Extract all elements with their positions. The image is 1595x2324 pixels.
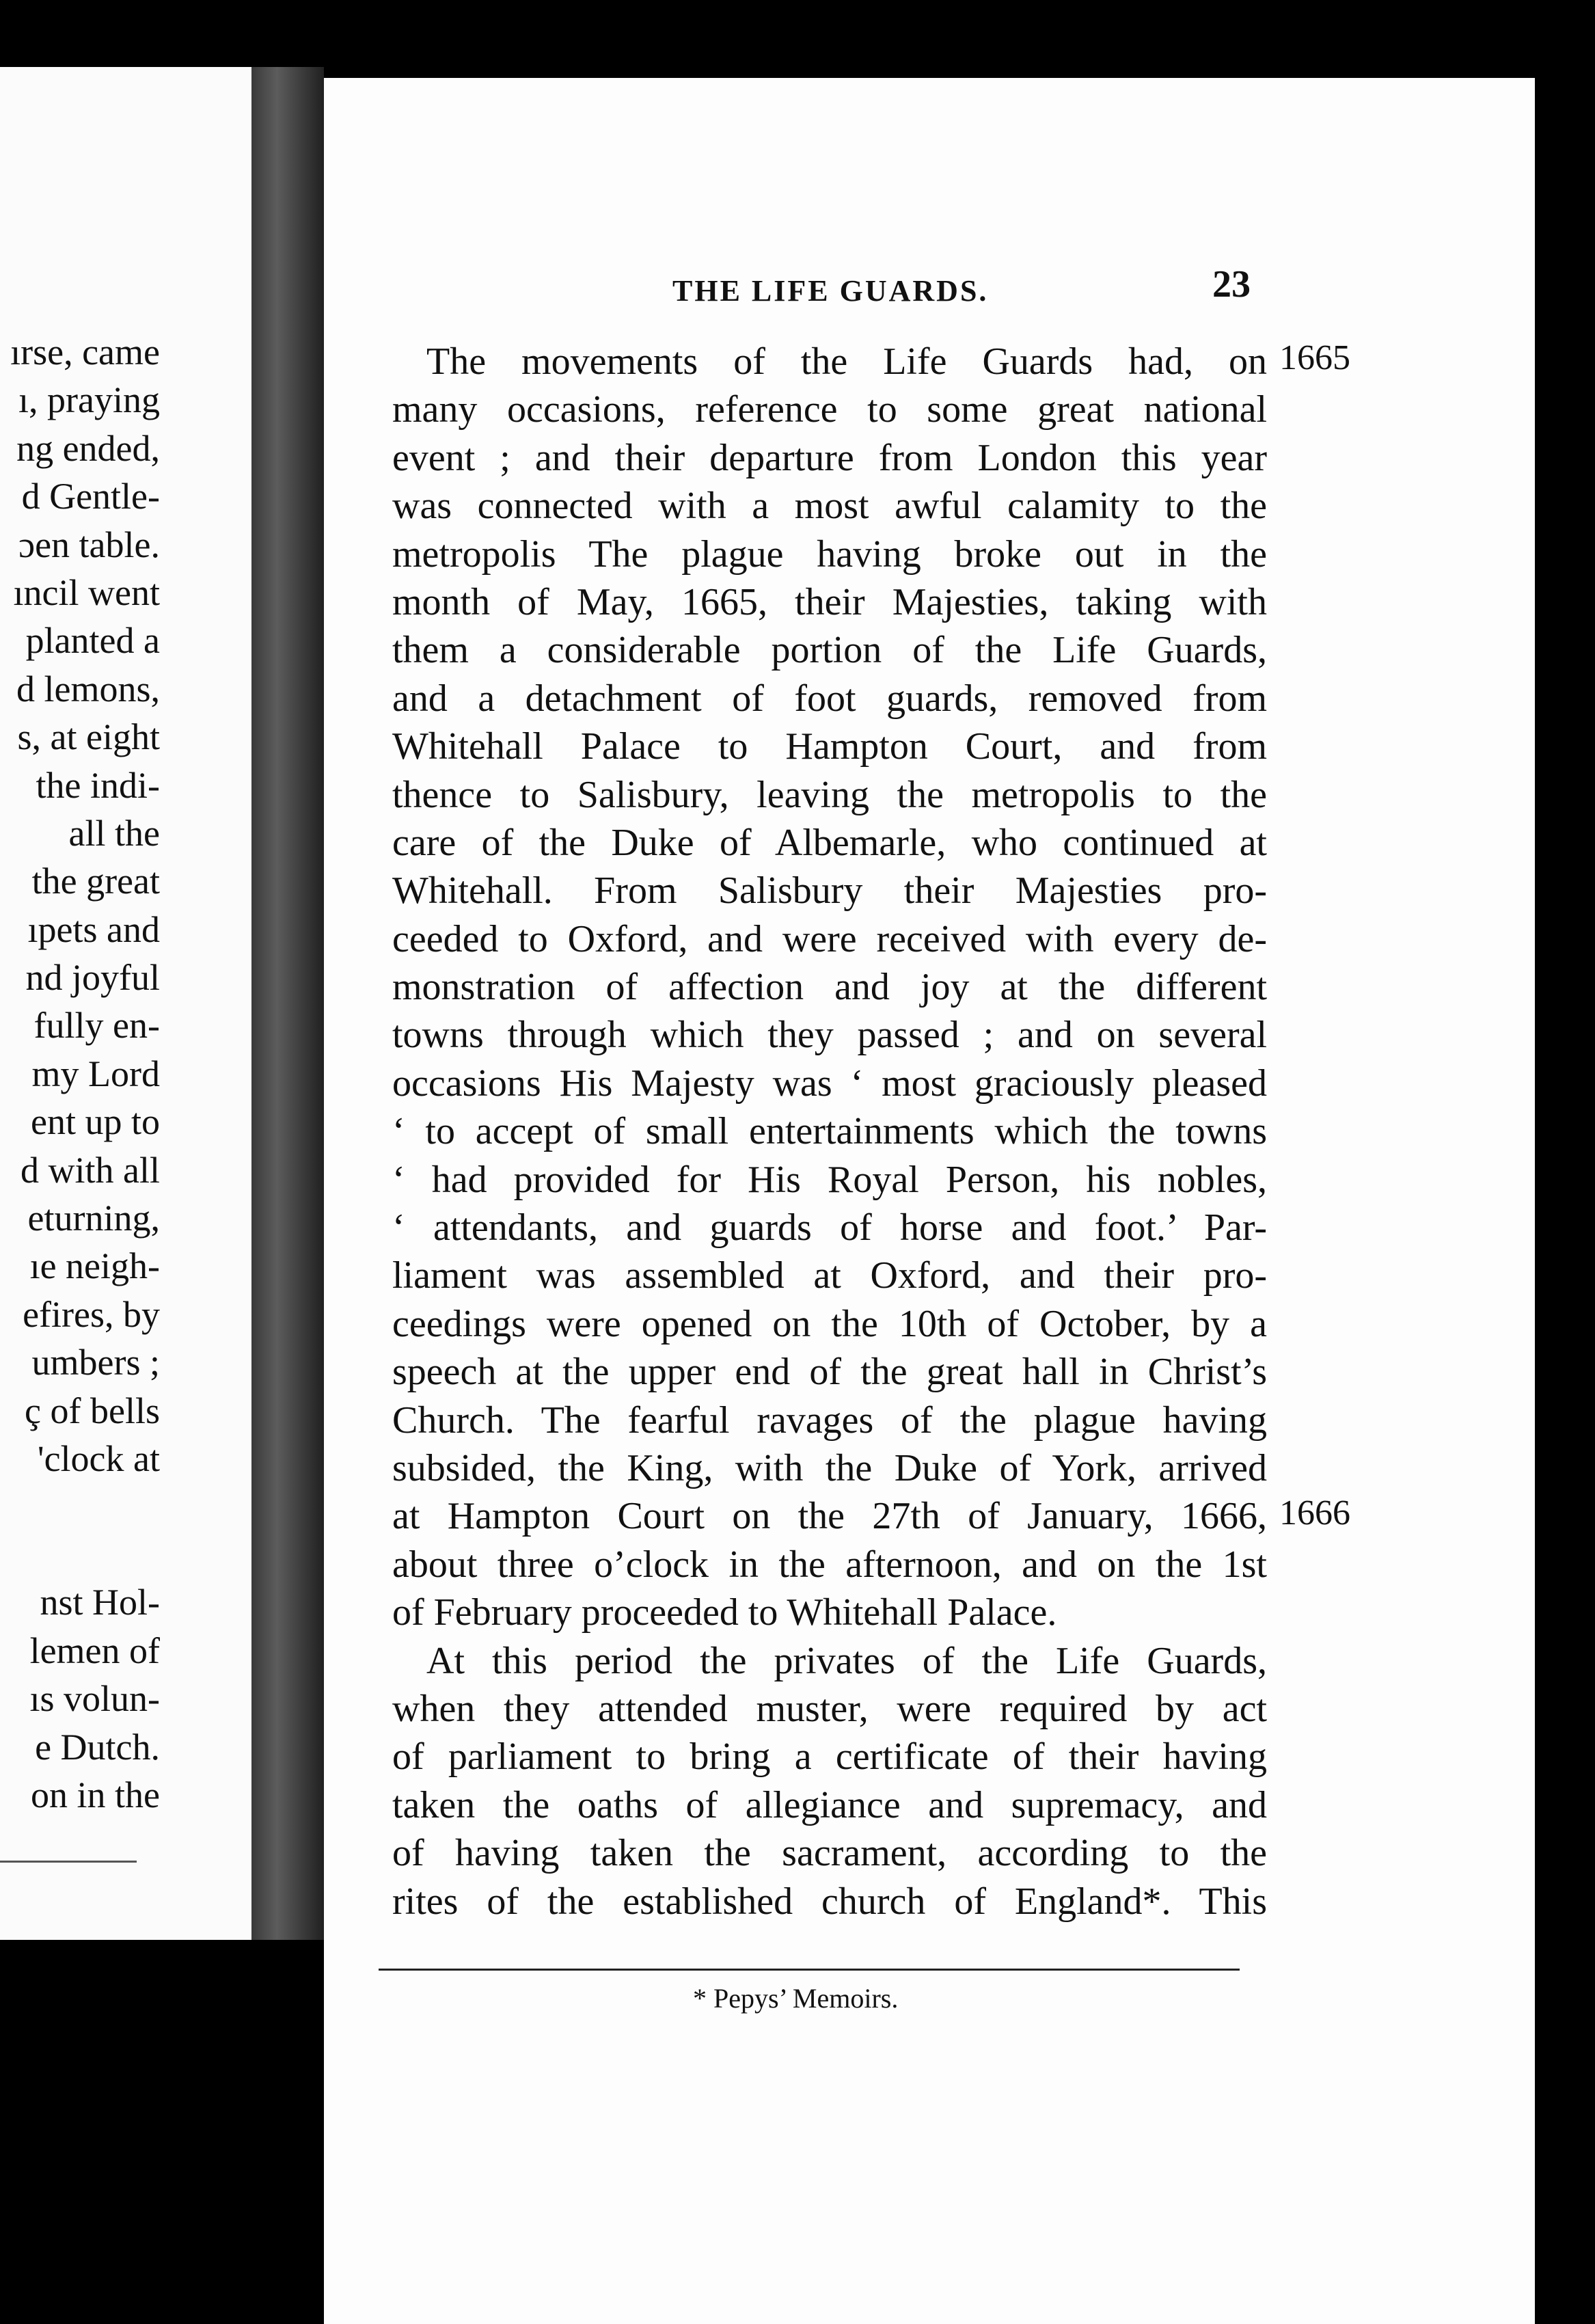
facing-line: ç of bells: [25, 1390, 160, 1431]
text-line: Whitehall. From Salisbury their Majesties pro-: [392, 869, 1267, 913]
margin-year-1665: 1665: [1279, 338, 1350, 377]
text-line: many occasions, reference to some great national: [392, 388, 1267, 431]
text-line: of having taken the sacrament, according to the: [392, 1832, 1267, 1875]
running-head: THE LIFE GUARDS.: [672, 274, 989, 308]
facing-footnote-rule: [0, 1861, 137, 1863]
text-line: of parliament to bring a certificate of their having: [392, 1735, 1267, 1779]
book-gutter: [251, 67, 324, 1940]
facing-line: fully en-: [33, 1005, 160, 1046]
footnote: * Pepys’ Memoirs.: [693, 1983, 899, 2014]
facing-line: nst Hol-: [40, 1582, 160, 1623]
text-line: at Hampton Court on the 27th of January, 1666,: [392, 1495, 1267, 1538]
text-line: event ; and their departure from London this year: [392, 436, 1267, 479]
facing-line: eturning,: [27, 1198, 160, 1239]
text-line: and a detachment of foot guards, removed from: [392, 677, 1267, 720]
body-text: [392, 338, 1535, 1926]
facing-line: e Dutch.: [35, 1726, 160, 1768]
facing-line: ıs volun-: [29, 1678, 160, 1720]
facing-line: ıe neigh-: [29, 1245, 160, 1287]
facing-line: d Gentle-: [21, 476, 160, 517]
text-line: about three o’clock in the afternoon, and on the 1st: [392, 1543, 1267, 1586]
facing-line: ı, praying: [18, 379, 160, 421]
text-line: speech at the upper end of the great hall in Christ’s: [392, 1351, 1267, 1394]
facing-line: ıpets and: [27, 908, 160, 950]
text-line: when they attended muster, were required by act: [392, 1687, 1267, 1730]
margin-year-1666: 1666: [1279, 1494, 1350, 1532]
facing-line: s, at eight: [17, 716, 160, 758]
text-line: them a considerable portion of the Life Guards,: [392, 629, 1267, 672]
facing-line: ng ended,: [16, 427, 160, 469]
facing-line: umbers ;: [31, 1342, 160, 1383]
facing-line: 'clock at: [37, 1437, 160, 1479]
text-line: ‘ had provided for His Royal Person, his nobles,: [392, 1158, 1267, 1201]
text-line: liament was assembled at Oxford, and their pro-: [392, 1254, 1267, 1297]
text-line: taken the oaths of allegiance and supremacy, and: [392, 1783, 1267, 1826]
text-line: month of May, 1665, their Majesties, taking with: [392, 580, 1267, 623]
text-line: subsided, the King, with the Duke of York, arrived: [392, 1446, 1267, 1489]
facing-line: my Lord: [31, 1053, 160, 1094]
facing-line: all the: [68, 812, 160, 854]
facing-page-text: [10, 328, 160, 1819]
facing-line: efires, by: [23, 1293, 160, 1335]
text-line: Church. The fearful ravages of the plague having: [392, 1399, 1267, 1442]
facing-line: ırse, came: [10, 332, 160, 373]
facing-line: the indi-: [36, 764, 160, 806]
text-line: ceeded to Oxford, and were received with every de-: [392, 917, 1267, 960]
page-header: [324, 262, 1535, 317]
facing-line: d lemons,: [16, 668, 160, 710]
text-line: ‘ attendants, and guards of horse and foot.’ Par-: [392, 1206, 1267, 1249]
footnote-rule: [379, 1969, 1240, 1971]
text-line: towns through which they passed ; and on several: [392, 1014, 1267, 1057]
text-line: metropolis The plague having broke out in the: [392, 532, 1267, 576]
text-line: thence to Salisbury, leaving the metropolis to the: [392, 773, 1267, 816]
facing-line: ıncil went: [13, 571, 160, 613]
text-line: occasions His Majesty was ‘ most graciously pleased: [392, 1062, 1267, 1105]
facing-line: ɔen table.: [18, 524, 160, 565]
page-number: 23: [1212, 263, 1251, 306]
facing-line: on in the: [31, 1774, 160, 1815]
text-line: ‘ to accept of small entertainments which the towns: [392, 1110, 1267, 1153]
facing-line: the great: [31, 861, 160, 902]
facing-line: nd joyful: [25, 957, 160, 999]
facing-line: d with all: [21, 1149, 160, 1191]
page-23: [324, 78, 1535, 2324]
text-line: care of the Duke of Albemarle, who continued at: [392, 821, 1267, 864]
text-line: The movements of the Life Guards had, on: [426, 340, 1267, 383]
facing-line: lemen of: [29, 1630, 160, 1671]
text-line: At this period the privates of the Life Guards,: [426, 1639, 1267, 1682]
text-line: rites of the established church of England*. This: [392, 1880, 1267, 1923]
text-line: ceedings were opened on the 10th of October, by a: [392, 1302, 1267, 1345]
facing-line: planted a: [25, 620, 160, 662]
text-line: was connected with a most awful calamity to the: [392, 485, 1267, 528]
text-line: of February proceeded to Whitehall Palace.: [392, 1591, 1057, 1634]
text-line: Whitehall Palace to Hampton Court, and from: [392, 725, 1267, 768]
text-line: monstration of affection and joy at the different: [392, 966, 1267, 1009]
facing-line: ent up to: [31, 1101, 160, 1143]
facing-page-left: [0, 67, 251, 1940]
facing-gap: [10, 1483, 160, 1578]
